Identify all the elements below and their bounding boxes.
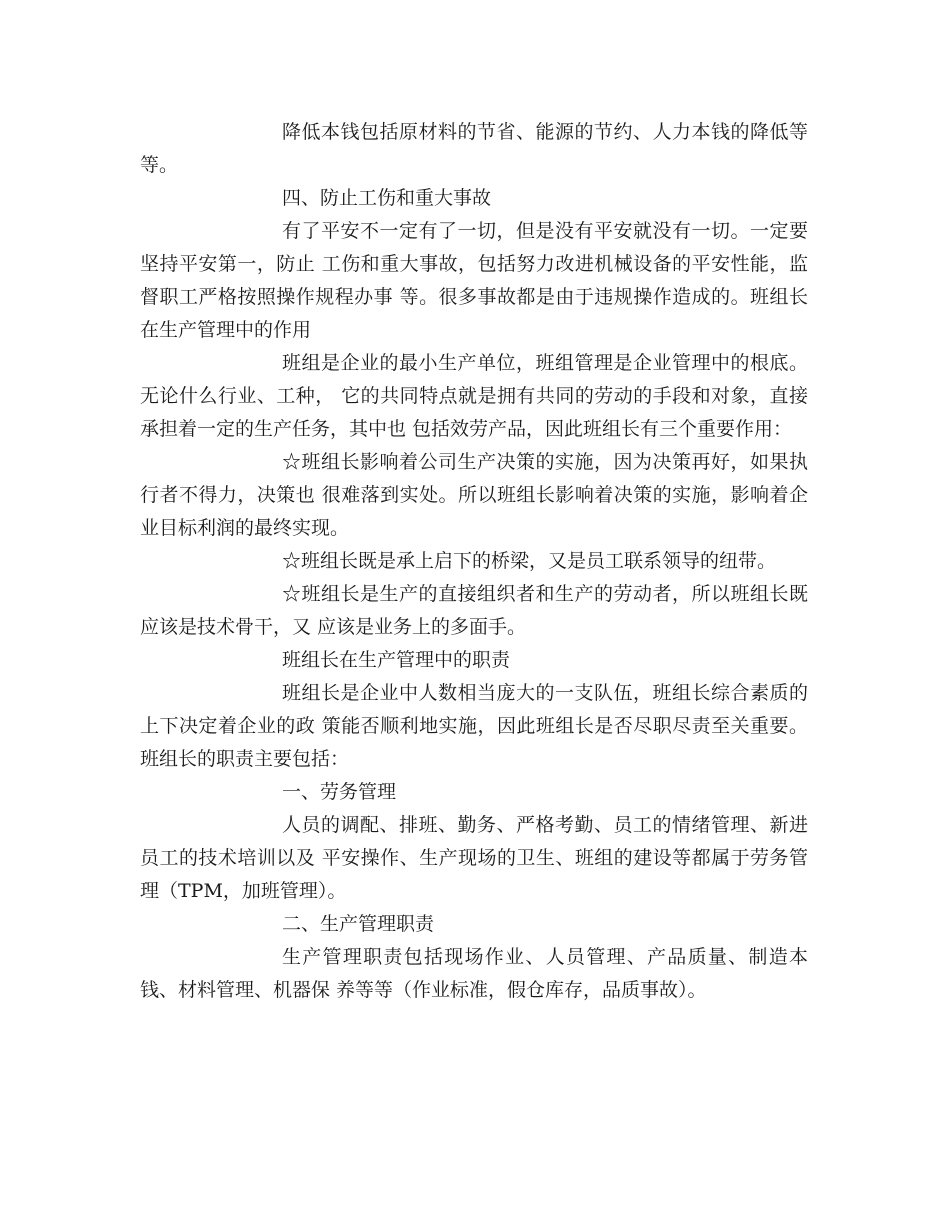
- paragraph-team-role: 班组是企业的最小生产单位，班组管理是企业管理中的根底。无论什么行业、工种， 它的共同特点就是拥有共同的劳动的手段和对象，直接承担着一定的生产任务，其中也 包括效劳产品，因此班组长有三个重要作用：: [140, 352, 808, 440]
- paragraph-leader-duties: 班组长是企业中人数相当庞大的一支队伍，班组长综合素质的上下决定着企业的政 策能否顺利地实施，因此班组长是否尽职尽责至关重要。班组长的职责主要包括：: [140, 682, 808, 770]
- paragraph-production-management: 生产管理职责包括现场作业、人员管理、产品质量、制造本钱、材料管理、机器保 养等等（作业标准，假仓库存，品质事故）。: [140, 946, 808, 1001]
- heading-production-management: 二、生产管理职责: [282, 913, 435, 935]
- document-body: [140, 116, 808, 1007]
- paragraph-cost-reduction: 降低本钱包括原材料的节省、能源的节约、人力本钱的降低等等。: [140, 121, 808, 176]
- heading-labor-management: 一、劳务管理: [282, 781, 397, 803]
- paragraph-safety: 有了平安不一定有了一切，但是没有平安就没有一切。一定要坚持平安第一，防止 工伤和重大事故，包括努力改进机械设备的平安性能，监督职工严格按照操作规程办事 等。很多事故都是由于违规操作造成的。班组长在生产管理中的作用: [140, 220, 808, 341]
- bullet-decision-implementation: ☆班组长影响着公司生产决策的实施，因为决策再好，如果执行者不得力，决策也 很难落到实处。所以班组长影响着决策的实施，影响着企业目标利润的最终实现。: [140, 451, 808, 539]
- heading-accident-prevention: 四、防止工伤和重大事故: [282, 187, 492, 209]
- bullet-organizer: ☆班组长是生产的直接组织者和生产的劳动者，所以班组长既应该是技术骨干，又 应该是业务上的多面手。: [140, 583, 808, 638]
- bullet-bridge: ☆班组长既是承上启下的桥梁，又是员工联系领导的纽带。: [282, 550, 777, 572]
- paragraph-labor-management: 人员的调配、排班、勤务、严格考勤、员工的情绪管理、新进员工的技术培训以及 平安操作、生产现场的卫生、班组的建设等都属于劳务管理（TPM，加班管理）。: [140, 814, 808, 902]
- heading-leader-duties: 班组长在生产管理中的职责: [282, 649, 511, 671]
